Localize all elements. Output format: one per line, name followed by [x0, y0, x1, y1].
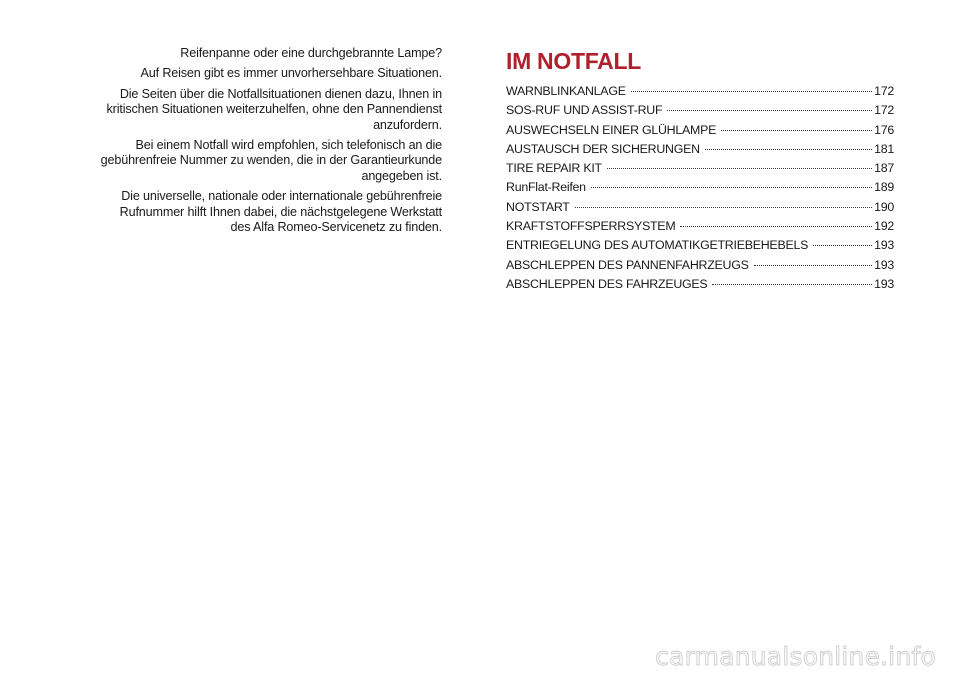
toc-entry-page: 193 [874, 257, 894, 272]
toc-entry-label: ABSCHLEPPEN DES FAHRZEUGES [506, 276, 708, 291]
dot-leader [667, 110, 872, 111]
dot-leader [721, 130, 872, 131]
toc-entry-page: 176 [874, 122, 894, 137]
section-title: IM NOTFALL [506, 48, 641, 74]
toc-entry-sicherungen[interactable] [506, 142, 894, 161]
toc-entry-notstart[interactable] [506, 200, 894, 219]
toc-entry-runflat-reifen[interactable] [506, 180, 894, 199]
toc-entry-page: 172 [874, 84, 894, 98]
toc-entry-label: SOS-RUF UND ASSIST-RUF [506, 103, 663, 118]
dot-leader [705, 149, 872, 150]
toc-entry-label: WARNBLINKANLAGE [506, 84, 626, 98]
toc-entry-page: 172 [874, 103, 894, 118]
toc-entry-page: 193 [874, 238, 894, 253]
intro-paragraph: Reifenpanne oder eine durchgebrannte Lampe? [180, 46, 442, 60]
toc-entry-entriegelung-getriebehebel[interactable] [506, 238, 894, 257]
toc-entry-kraftstoffsperrsystem[interactable] [506, 219, 894, 238]
toc-entry-label: TIRE REPAIR KIT [506, 161, 602, 176]
dot-leader [607, 168, 872, 169]
toc-entry-warnblinkanlage[interactable] [506, 84, 894, 103]
toc-entry-page: 192 [874, 219, 894, 234]
toc-entry-label: KRAFTSTOFFSPERRSYSTEM [506, 219, 676, 234]
toc-entry-page: 181 [874, 141, 894, 156]
intro-paragraph: Die universelle, nationale oder internationale gebührenfreie Rufnummer hilft Ihnen dabei, die nächstgelegene Werkstatt des Alfa Romeo-Servicenetz zu finden. [119, 189, 442, 235]
toc-entry-label: AUSWECHSELN EINER GLÜHLAMPE [506, 122, 717, 137]
dot-leader [591, 187, 872, 188]
toc-entry-page: 190 [874, 199, 894, 214]
toc-entry-label: ENTRIEGELUNG DES AUTOMATIKGETRIEBEHEBELS [506, 238, 809, 253]
dot-leader [712, 284, 872, 285]
toc-entry-tire-repair-kit[interactable] [506, 161, 894, 180]
toc-entry-label: AUSTAUSCH DER SICHERUNGEN [506, 141, 700, 156]
toc-entry-page: 193 [874, 276, 894, 291]
toc-entry-sos-ruf[interactable] [506, 103, 894, 122]
toc-entry-abschleppen-pannenfahrzeug[interactable] [506, 258, 894, 277]
toc-entry-label: ABSCHLEPPEN DES PANNENFAHRZEUGS [506, 257, 749, 272]
toc-entry-label: NOTSTART [506, 199, 570, 214]
toc-entry-page: 189 [874, 180, 894, 195]
dot-leader [631, 91, 872, 92]
toc-entry-label: RunFlat-Reifen [506, 180, 586, 195]
dot-leader [680, 226, 872, 227]
intro-paragraph: Die Seiten über die Notfallsituationen dienen dazu, Ihnen in kritischen Situationen weiterzuhelfen, ohne den Pannendienst anzufordern. [106, 86, 442, 132]
toc-entry-abschleppen-fahrzeug[interactable] [506, 277, 894, 296]
intro-paragraph: Bei einem Notfall wird empfohlen, sich telefonisch an die gebührenfreie Nummer zu wenden, die in der Garantieurkunde angegeben ist. [100, 138, 442, 183]
toc-list [506, 84, 894, 296]
toc-entry-gluehlampe[interactable] [506, 123, 894, 142]
dot-leader [575, 207, 872, 208]
toc-entry-page: 187 [874, 161, 894, 176]
intro-text [100, 46, 442, 240]
watermark-text: carmanualsonline.info [655, 642, 936, 671]
dot-leader [754, 265, 872, 266]
dot-leader [813, 245, 872, 246]
table-of-contents [506, 48, 894, 296]
intro-paragraph: Auf Reisen gibt es immer unvorhersehbare Situationen. [140, 66, 442, 81]
